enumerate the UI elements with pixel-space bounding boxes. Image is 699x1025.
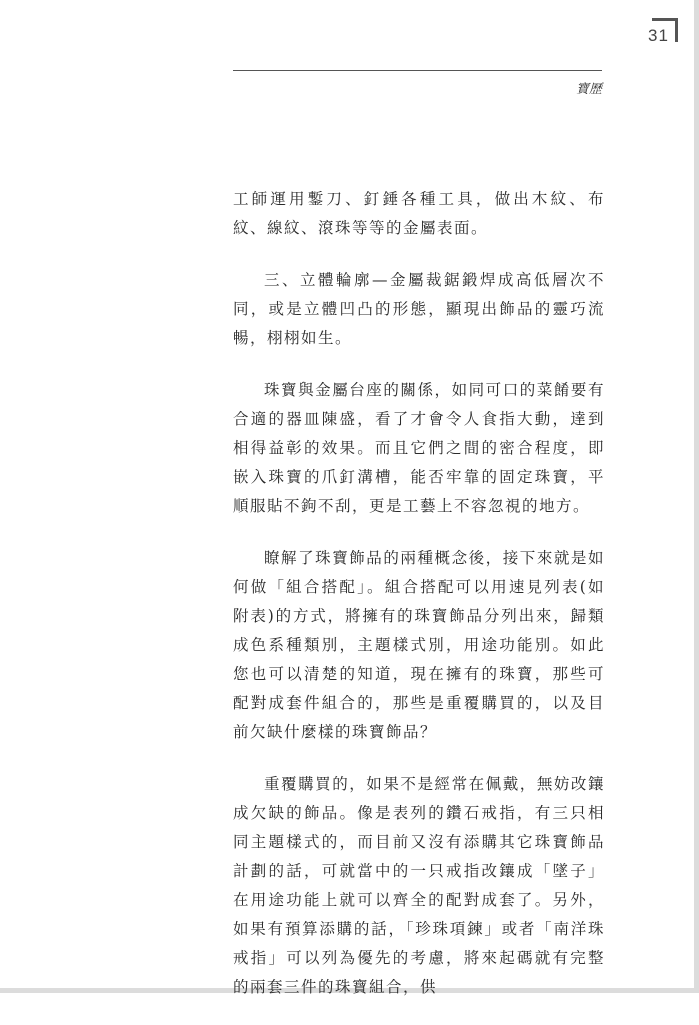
header-rule [233, 70, 602, 71]
paragraph: 重覆購買的，如果不是經常在佩戴，無妨改鑲成欠缺的飾品。像是表列的鑽石戒指，有三只相同主題樣式的，而目前又沒有添購其它珠寶飾品計劃的話，可就當中的一只戒指改鑲成「墜子」在用途功能上就可以齊全的配對成套了。另外，如果有預算添購的話，「珍珠項鍊」或者「南洋珠戒指」可以列為優先的考慮，將來起碼就有完整的兩套三件的珠寶組合，供 [233, 775, 605, 996]
paragraph: 珠寶與金屬台座的關係，如同可口的菜餚要有合適的器皿陳盛，看了才會令人食指大動，達到相得益彰的效果。而且它們之間的密合程度，即嵌入珠寶的爪釘溝槽，能否牢靠的固定珠寶，平順服貼不鉤不刮，更是工藝上不容忽視的地方。 [233, 381, 605, 515]
body-text [233, 185, 605, 1025]
paragraph: 工師運用鏨刀、釘錘各種工具，做出木紋、布紋、線紋、滾珠等等的金屬表面。 [233, 190, 605, 237]
paragraph: 瞭解了珠寶飾品的兩種概念後，接下來就是如何做「組合搭配」。組合搭配可以用速見列表(如附表)的方式，將擁有的珠寶飾品分列出來，歸類成色系種類別，主題樣式別，用途功能別。如此您也可以清楚的知道，現在擁有的珠寶，那些可配對成套件組合的，那些是重覆購買的，以及目前欠缺什麼樣的珠寶飾品？ [233, 549, 605, 741]
page-number: 31 [648, 26, 669, 45]
page-right-edge [694, 0, 699, 993]
paragraph: 三、立體輪廓—金屬裁鋸鍛焊成高低層次不同，或是立體凹凸的形態，顯現出飾品的靈巧流暢，栩栩如生。 [233, 271, 605, 347]
section-label: 寶歷 [575, 82, 602, 97]
